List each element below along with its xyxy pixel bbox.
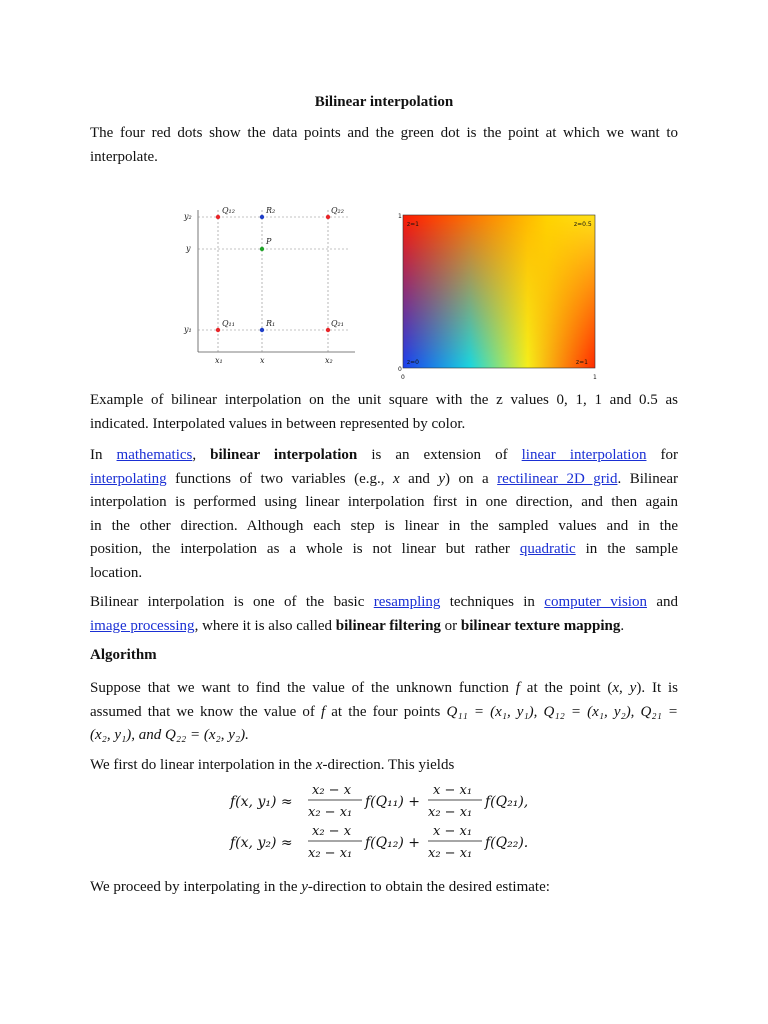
def-line-2 — [90, 468, 678, 492]
text-for: for — [660, 447, 679, 463]
text-basic: Bilinear interpolation is one of the basic — [90, 594, 365, 610]
bilinear-schematic-figure — [180, 200, 360, 370]
text-position: position, the interpolation as a whole is not linear but rather — [90, 541, 510, 557]
app-line-2 — [90, 615, 678, 639]
def-line-5 — [90, 538, 678, 562]
y-direction-paragraph — [90, 876, 678, 900]
r1-point — [260, 328, 264, 332]
intro-line-2: interpolate. — [90, 148, 158, 165]
y-axis-min-tick: 0 — [398, 366, 402, 373]
text-in: In — [90, 447, 103, 463]
text-at-point: at the point ( — [526, 680, 613, 696]
svg-text:x₂ − x₁: x₂ − x₁ — [308, 846, 353, 861]
figure-caption — [90, 389, 678, 436]
ydir-line — [90, 876, 678, 900]
text-and: and — [408, 470, 430, 487]
x-direction-paragraph — [90, 754, 678, 778]
svg-text:f(Q₂₂).: f(Q₂₂). — [485, 835, 529, 851]
algorithm-heading: Algorithm — [90, 647, 157, 663]
svg-text:x − x₁: x − x₁ — [433, 783, 473, 798]
intro-line-1: The four red dots show the data points and the green dot is the point at which we want to — [90, 125, 678, 141]
page-title: Bilinear interpolation — [314, 94, 454, 110]
guide-lines — [198, 210, 348, 352]
def-line-4: in the other direction. Although each step is linear in the sampled values and in the — [90, 517, 678, 534]
svg-text:x₂ − x: x₂ − x — [312, 783, 352, 798]
var-x: x — [393, 470, 400, 487]
link-computer-vision[interactable]: computer vision — [544, 594, 647, 610]
svg-text:x − x₁: x − x₁ — [433, 824, 473, 839]
link-linear-interpolation[interactable]: linear interpolation — [521, 447, 647, 463]
text-first: We first do linear interpolation in the — [90, 757, 313, 773]
text-proceed: We proceed by interpolating in the — [90, 879, 298, 895]
intro-paragraph — [90, 122, 678, 169]
y-tick-label: y — [186, 244, 191, 253]
xdir-line — [90, 754, 678, 778]
svg-text:x₂ − x₁: x₂ − x₁ — [428, 805, 473, 820]
q12-label: Q₁₂ — [222, 206, 235, 215]
corner-label-bottom-left: z=0 — [407, 359, 419, 366]
svg-text:x₂ − x₁: x₂ − x₁ — [428, 846, 473, 861]
var-y-2: y — [301, 879, 308, 895]
x-axis-max-tick: 1 — [593, 374, 597, 381]
q11-point — [216, 328, 220, 332]
text-comma: , — [192, 447, 197, 463]
corner-label-top-right: z=0.5 — [574, 221, 592, 228]
def-line-1 — [90, 444, 678, 468]
link-image-processing[interactable]: image processing — [90, 617, 195, 634]
p-point — [260, 247, 264, 251]
text-on-a: ) on a — [445, 470, 489, 487]
text-assumed: assumed that we know the value of — [90, 703, 315, 720]
text-yields: -direction. This yields — [322, 757, 455, 773]
q22-label: Q₂₂ — [331, 206, 344, 215]
text-extension: is an extension of — [371, 447, 508, 463]
p-label: P — [266, 237, 272, 246]
term-bilinear-texture-mapping: bilinear texture mapping — [460, 617, 621, 634]
term-bilinear-interpolation: bilinear interpolation — [210, 447, 358, 463]
var-xy: x, y — [612, 680, 637, 696]
algorithm-paragraph — [90, 677, 678, 748]
text-it-is: ). It is — [636, 680, 679, 696]
svg-text:f(x, y₂) ≈: f(x, y₂) ≈ — [230, 835, 293, 851]
caption-line-2: indicated. Interpolated values in between represented by color. — [90, 415, 466, 432]
q22-point — [326, 215, 330, 219]
svg-text:f(Q₁₁) +: f(Q₁₁) + — [365, 794, 420, 810]
corner-label-top-left: z=1 — [407, 221, 419, 228]
r1-label: R₁ — [266, 319, 276, 328]
link-interpolating[interactable]: interpolating — [90, 470, 167, 487]
svg-text:f(x, y₁) ≈: f(x, y₁) ≈ — [230, 794, 293, 810]
q21-point — [326, 328, 330, 332]
text-points-list: Q₁₁ = (x₁, y₁), Q₁₂ = (x₁, y₂), Q₂₁ = — [446, 703, 679, 720]
text-techniques: techniques in — [449, 594, 535, 610]
text-sample: in the sample — [585, 541, 679, 557]
alg-line-3: (x₂, y₁), and Q₂₂ = (x₂, y₂). — [90, 727, 249, 743]
svg-text:f(Q₁₂) +: f(Q₁₂) + — [365, 835, 420, 851]
q11-label: Q₁₁ — [222, 319, 235, 328]
def-line-3: interpolation is performed using linear interpolation first in one direction, and then again — [90, 494, 678, 510]
q12-point — [216, 215, 220, 219]
text-functions: functions of two variables (e.g., — [175, 470, 385, 487]
alg-line-2 — [90, 701, 678, 725]
svg-text:x₂ − x: x₂ − x — [312, 824, 352, 839]
text-period: . — [620, 617, 625, 634]
text-and-2: and — [656, 594, 678, 610]
app-line-1 — [90, 591, 678, 615]
x2-tick-label: x₂ — [325, 356, 333, 365]
y-axis-max-tick: 1 — [398, 213, 402, 220]
corner-label-bottom-right: z=1 — [576, 359, 588, 366]
unit-square-heatmap-figure — [390, 208, 605, 383]
definition-paragraph — [90, 444, 678, 585]
text-four-points: at the four points — [331, 703, 441, 720]
x1-tick-label: x₁ — [215, 356, 223, 365]
text-or: or — [444, 617, 458, 634]
r2-label: R₂ — [266, 206, 276, 215]
def-line-6: location. — [90, 564, 143, 581]
x-tick-label: x — [260, 356, 265, 365]
link-rectilinear-grid[interactable]: rectilinear 2D grid — [497, 470, 618, 487]
term-bilinear-filtering: bilinear filtering — [335, 617, 441, 634]
var-x-2: x — [315, 757, 323, 773]
x-direction-equations — [228, 778, 558, 868]
text-also-called: , where it is also called — [194, 617, 333, 634]
heatmap-overlay — [403, 215, 595, 368]
caption-line-1: Example of bilinear interpolation on the unit square with the z values 0, 1, 1 and 0.5 as — [90, 392, 678, 408]
link-quadratic[interactable]: quadratic — [519, 541, 576, 557]
x-axis-min-tick: 0 — [401, 374, 405, 381]
q21-label: Q₂₁ — [331, 319, 344, 328]
alg-line-1 — [90, 677, 678, 701]
svg-text:f(Q₂₁),: f(Q₂₁), — [485, 794, 529, 810]
link-resampling[interactable]: resampling — [373, 594, 441, 610]
svg-text:x₂ − x₁: x₂ − x₁ — [308, 805, 353, 820]
var-f-2: f — [320, 703, 326, 720]
link-mathematics[interactable]: mathematics — [116, 447, 193, 463]
text-estimate: -direction to obtain the desired estimate: — [307, 879, 550, 895]
text-bilinear: . Bilinear — [617, 470, 679, 487]
text-suppose: Suppose that we want to find the value of the unknown function — [90, 680, 509, 696]
var-y: y — [438, 470, 446, 487]
var-f: f — [515, 680, 520, 696]
r2-point — [260, 215, 264, 219]
y1-tick-label: y₁ — [184, 325, 192, 334]
y2-tick-label: y₂ — [184, 212, 192, 221]
applications-paragraph — [90, 591, 678, 638]
